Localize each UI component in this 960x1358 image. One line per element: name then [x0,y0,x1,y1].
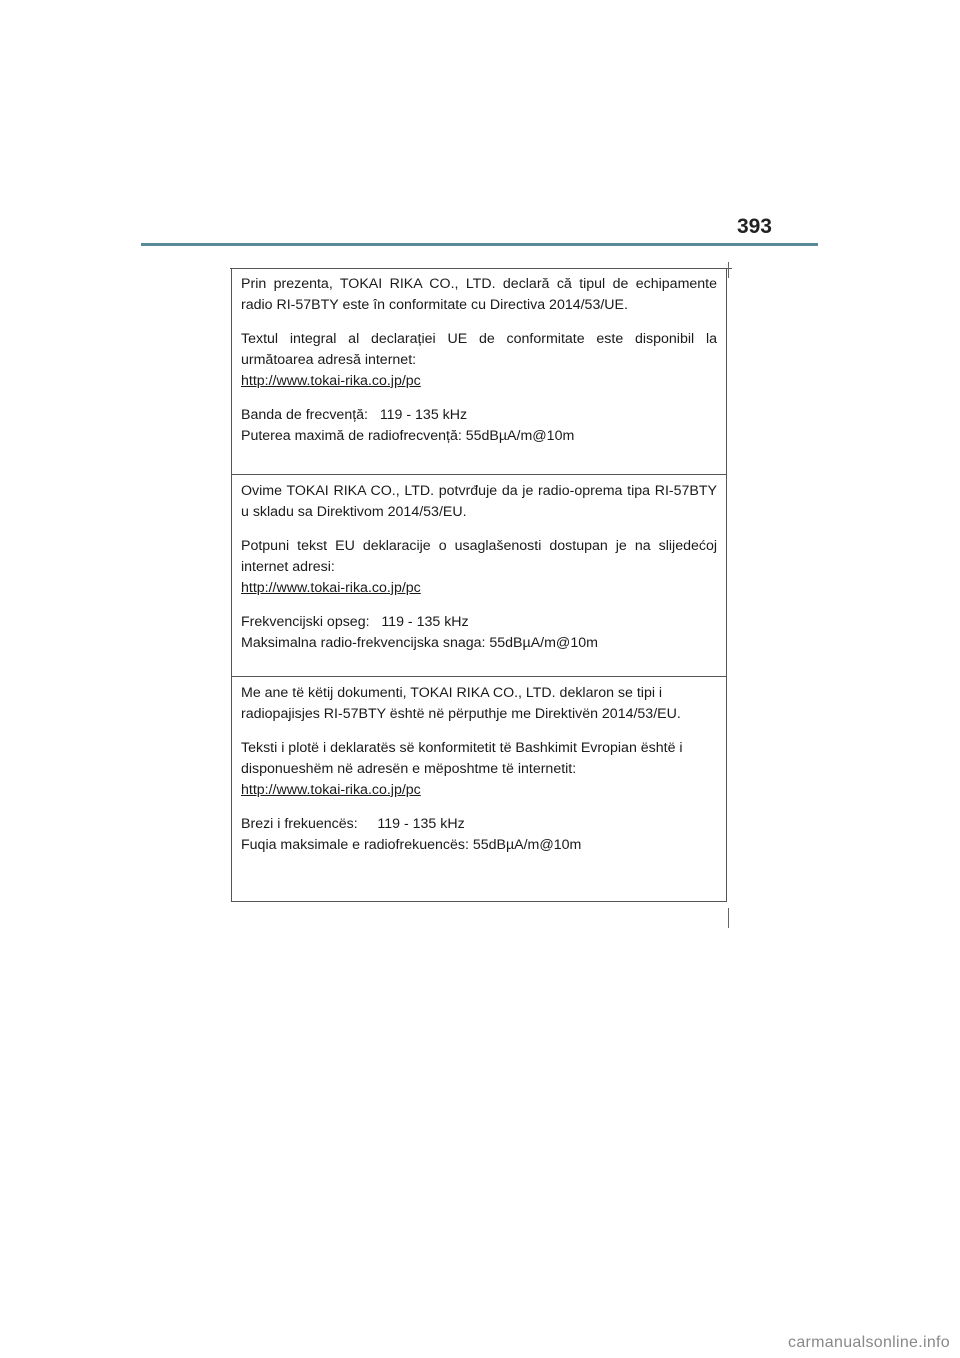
declaration-box [231,268,727,902]
declaration-specs [241,612,717,654]
declaration-intro: Ovime TOKAI RIKA CO., LTD. potvrđuje da je radio-oprema tipa RI-57BTY u skladu sa Direktivom 2014/53/EU. [241,483,717,520]
frequency-band: Brezi i frekuencës: 119 - 135 kHz [241,816,465,832]
declaration-bosnian [232,475,726,677]
declaration-romanian [232,268,726,475]
declaration-specs [241,814,717,856]
declaration-fulltext: Teksti i plotë i deklaratës së konformitetit të Bashkimit Evropian është i disponueshëm në adresën e mëposhtme të internetit: [241,740,683,777]
declaration-url-link[interactable]: http://www.tokai-rika.co.jp/pc [241,782,421,798]
declaration-url-link[interactable]: http://www.tokai-rika.co.jp/pc [241,580,421,596]
crop-mark [728,262,729,278]
frequency-band: Banda de frecvență: 119 - 135 kHz [241,407,468,423]
max-power: Maksimalna radio-frekvencijska snaga: 55dBµA/m@10m [241,635,598,651]
footer-watermark: carmanualsonline.info [788,1334,950,1351]
page-number: 393 [736,215,772,238]
declaration-intro: Me ane të këtij dokumenti, TOKAI RIKA CO., LTD. deklaron se tipi i radiopajisjes RI-57BTY është në përputhje me Direktivën 2014/53/EU. [241,685,681,722]
declaration-albanian [232,677,726,901]
frequency-band: Frekvencijski opseg: 119 - 135 kHz [241,614,469,630]
declaration-fulltext: Textul integral al declarației UE de conformitate este disponibil la următoarea adresă internet: [241,331,717,368]
max-power: Fuqia maksimale e radiofrekuencës: 55dBµA/m@10m [241,837,582,853]
declaration-intro: Prin prezenta, TOKAI RIKA CO., LTD. declară că tipul de echipamente radio RI-57BTY este în conformitate cu Directiva 2014/53/UE. [241,276,717,313]
crop-mark [728,908,729,928]
declaration-fulltext-note [241,329,717,392]
declaration-fulltext-note [241,536,717,599]
declaration-url-link[interactable]: http://www.tokai-rika.co.jp/pc [241,373,421,389]
header-rule [141,243,818,246]
max-power: Puterea maximă de radiofrecvență: 55dBµA/m@10m [241,428,575,444]
declaration-fulltext: Potpuni tekst EU deklaracije o usaglašenosti dostupan je na slijedećoj internet adresi: [241,538,717,575]
declaration-fulltext-note [241,738,717,801]
declaration-specs [241,405,717,447]
